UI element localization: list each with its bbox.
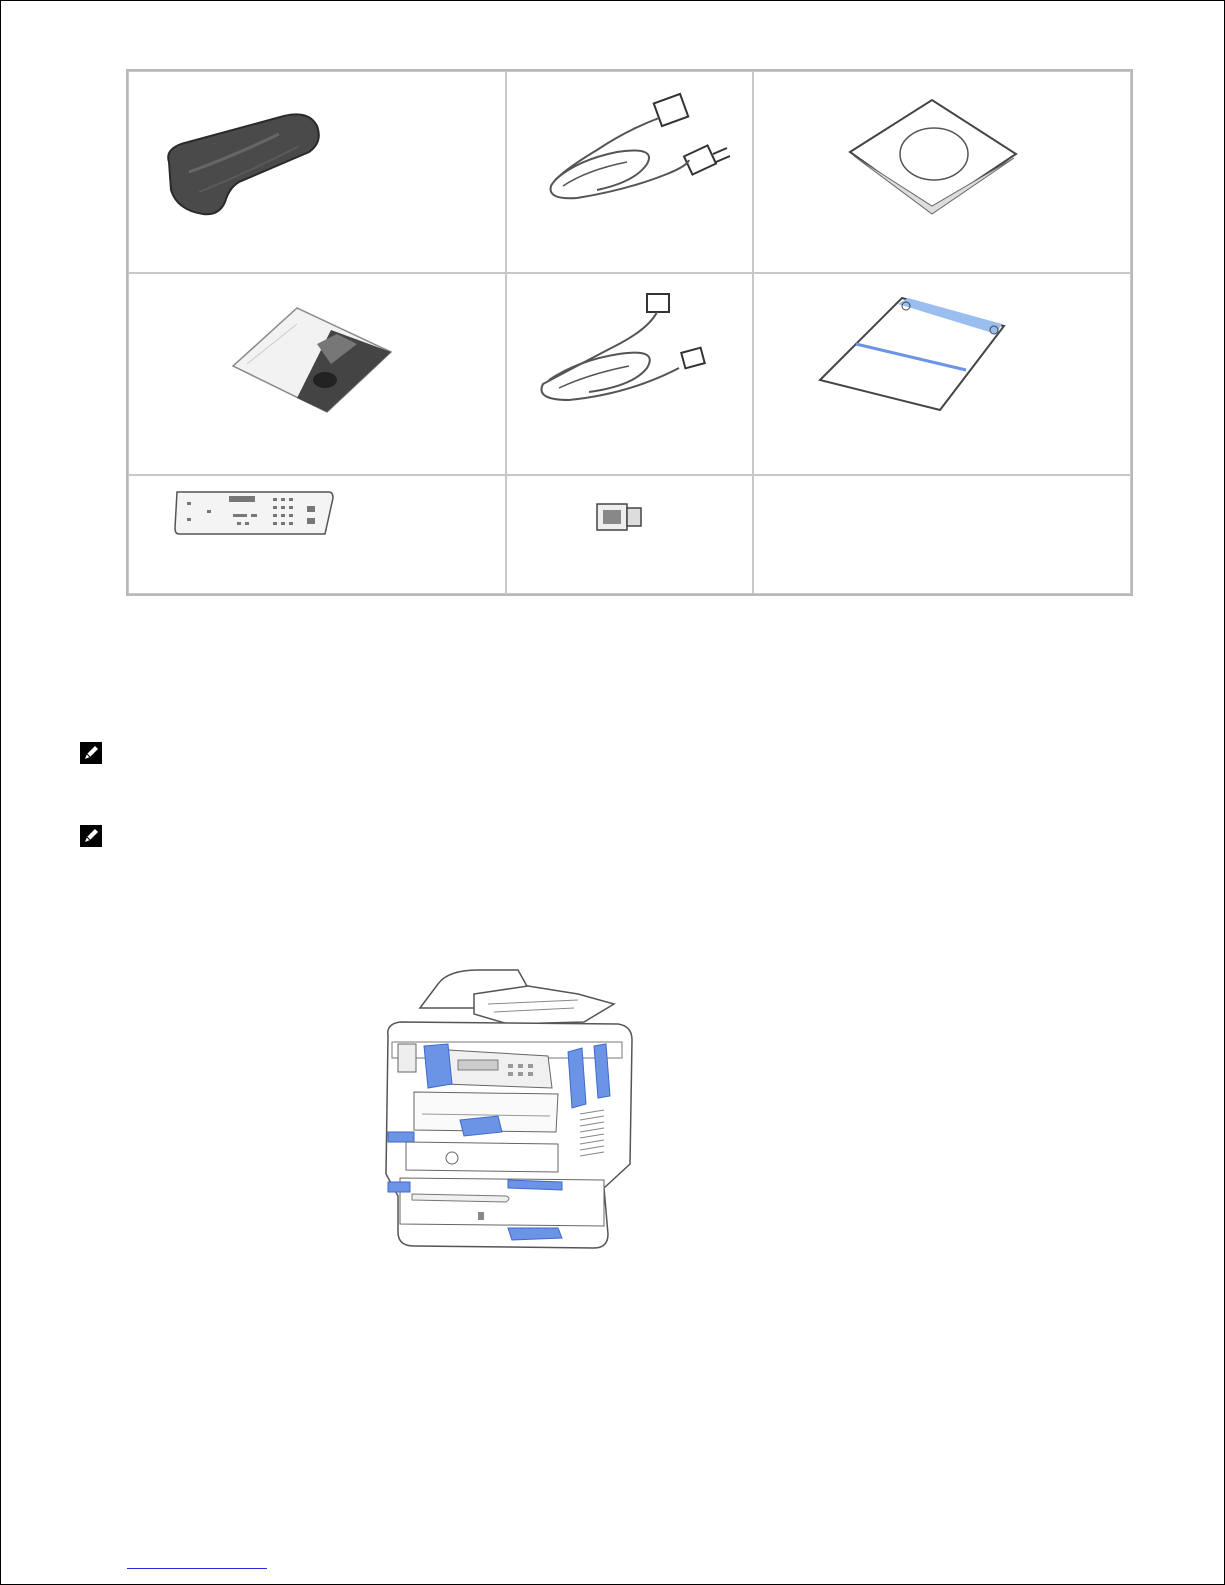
table-row <box>128 273 1131 475</box>
control-panel-overlay-icon <box>173 488 335 538</box>
footer-link-underline[interactable] <box>127 1568 267 1569</box>
printer-with-packing-tape-icon <box>378 964 638 1256</box>
cell-empty <box>753 475 1131 594</box>
cell-setup-diagram <box>753 273 1131 475</box>
table-row <box>128 71 1131 273</box>
phone-adapter-icon <box>591 498 651 538</box>
cell-owners-manual <box>128 273 506 475</box>
package-contents-table <box>126 69 1133 596</box>
cell-toner-cartridge <box>128 71 506 273</box>
note-pencil-icon <box>80 742 102 764</box>
toner-cartridge-icon <box>159 112 329 222</box>
cell-telephone-line-cord <box>506 273 753 475</box>
cd-icon <box>846 96 1021 216</box>
setup-sheet-icon <box>816 294 1011 416</box>
table-row <box>128 475 1131 594</box>
cell-telephone-line-adapter <box>506 475 753 594</box>
cell-drivers-cd <box>753 71 1131 273</box>
manual-icon <box>227 304 397 414</box>
note-pencil-icon <box>80 825 102 847</box>
power-cord-icon <box>537 90 737 210</box>
cell-control-panel-overlay <box>128 475 506 594</box>
cell-power-cord <box>506 71 753 273</box>
phone-cord-icon <box>529 288 729 408</box>
